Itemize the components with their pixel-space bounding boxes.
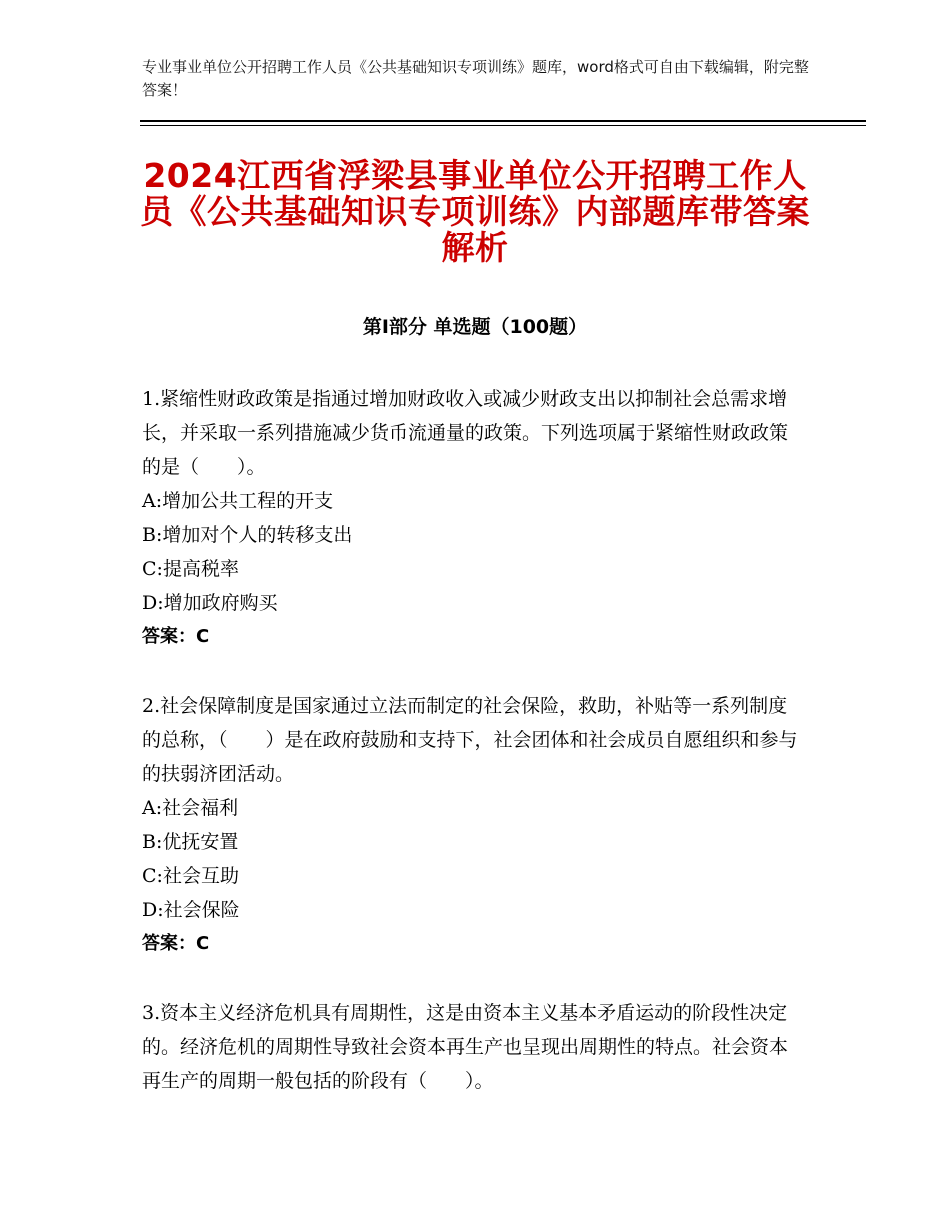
question-stem: 3.资本主义经济危机具有周期性，这是由资本主义基本矛盾运动的阶段性决定的。经济危机的周期性导致社会资本再生产也呈现出周期性的特点。社会资本再生产的周期一般包括的阶段有（ ）。 bbox=[142, 1002, 789, 1092]
option-b: B:优抚安置 bbox=[142, 831, 239, 853]
option-a: A:社会福利 bbox=[142, 797, 239, 819]
option-d: D:增加政府购买 bbox=[142, 592, 278, 614]
option-c: C:社会互助 bbox=[142, 865, 239, 887]
header-divider bbox=[140, 120, 866, 126]
document-title: 2024江西省浮梁县事业单位公开招聘工作人员《公共基础知识专项训练》内部题库带答案解析 bbox=[140, 156, 810, 267]
question-stem: 1.紧缩性财政政策是指通过增加财政收入或减少财政支出以抑制社会总需求增长，并采取一系列措施减少货币流通量的政策。下列选项属于紧缩性财政政策的是（ ）。 bbox=[142, 388, 789, 478]
answer-label: 答案：C bbox=[142, 626, 210, 647]
option-b: B:增加对个人的转移支出 bbox=[142, 524, 353, 546]
answer-label: 答案：C bbox=[142, 933, 210, 954]
question-stem: 2.社会保障制度是国家通过立法而制定的社会保险，救助，补贴等一系列制度的总称，（ ）是在政府鼓励和支持下，社会团体和社会成员自愿组织和参与的扶弱济团活动。 bbox=[142, 695, 798, 785]
section-heading: 第Ⅰ部分 单选题（100题） bbox=[362, 316, 588, 338]
option-c: C:提高税率 bbox=[142, 558, 239, 580]
question-3 bbox=[142, 996, 802, 1098]
option-d: D:社会保险 bbox=[142, 899, 240, 921]
question-1 bbox=[142, 382, 802, 654]
option-a: A:增加公共工程的开支 bbox=[142, 490, 334, 512]
header-note: 专业事业单位公开招聘工作人员《公共基础知识专项训练》题库，word格式可自由下载编辑，附完整答案！ bbox=[142, 58, 809, 99]
question-2 bbox=[142, 689, 802, 961]
